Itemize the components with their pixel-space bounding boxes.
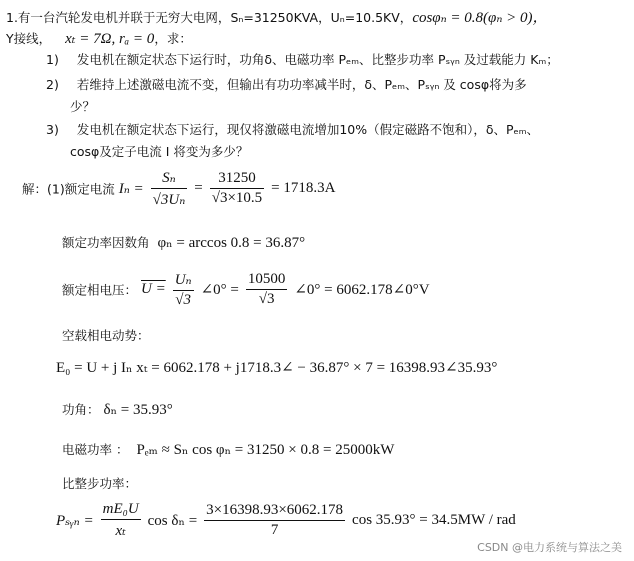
sync-power-fraction-1: $\frac{\text{mE₀U}}{\text{xₜ}}$ — [102, 501, 139, 539]
question-3 — [46, 120, 539, 138]
pf-angle-expr: φₙ = arccos 0.8 = 36.87° — [157, 235, 306, 251]
pf-angle-label: 额定功率因数角 — [62, 235, 150, 250]
question-1-number: 1) — [46, 52, 59, 67]
ask-text: ，求： — [154, 31, 192, 46]
rated-current-lhs: Iₙ = — [118, 181, 144, 197]
phase-voltage-fraction-2: $\frac{10500}{√3}$ — [247, 271, 286, 307]
sync-power-mid: cos δₙ = — [147, 513, 198, 529]
sync-power-fraction-2: $\frac{3\times 16398.93\times 6062.178}{7}$ — [206, 502, 344, 538]
em-power-expr: Pₑₘ ≈ Sₙ cos φₙ = 31250 × 0.8 = 25000kW — [136, 442, 395, 458]
sync-power-label: 比整步功率： — [62, 476, 138, 491]
rated-current-result: = 1718.3A — [271, 180, 336, 196]
sync-power-result: cos 35.93° = 34.5MW / rad — [352, 512, 516, 528]
phase-voltage-line — [62, 270, 430, 309]
csdn-watermark: CSDN @电力系统与算法之美 — [477, 541, 622, 554]
reactance-resistance: xₜ = 7Ω, rₐ = 0 — [65, 31, 155, 47]
question-2-number: 2) — [46, 77, 59, 92]
power-angle-expr: δₙ = 35.93° — [103, 402, 173, 418]
sync-power-lhs: Pₛᵧₙ = — [56, 513, 94, 529]
question-3-text: 发电机在额定状态下运行，现仅将激磁电流增加10%（假定磁路不饱和），δ、Pₑₘ、 — [76, 122, 540, 137]
connection-text: Y接线， — [6, 31, 52, 46]
problem-line-2 — [6, 29, 192, 48]
pf-condition: cosφₙ = 0.8(φₙ > 0)， — [412, 10, 548, 26]
intro-text: 1.有一台汽轮发电机并联于无穷大电网， — [6, 10, 231, 25]
phase-voltage-result: ∠0° = 6062.178∠0°V — [294, 282, 430, 298]
phase-voltage-label: 额定相电压： — [62, 282, 138, 298]
question-3-cont: cosφ及定子电流 I 将变为多少？ — [70, 144, 249, 159]
power-angle-label: 功角： — [62, 402, 100, 417]
rated-apparent-power: Sₙ=31250KVA — [230, 10, 319, 25]
emf-expr: E₀ = U + j Iₙ xₜ = 6062.178 + j1718.3∠ − 36.87° × 7 = 16398.93∠35.93° — [56, 360, 498, 376]
question-3-number: 3) — [46, 122, 59, 137]
emf-label: 空载相电动势： — [62, 328, 150, 343]
question-1-text: 发电机在额定状态下运行时，功角δ、电磁功率 Pₑₘ、比整步功率 Pₛᵧₙ 及过载能力 Kₘ； — [76, 52, 559, 67]
phase-voltage-lhs: U = — [141, 281, 166, 297]
question-2 — [46, 75, 527, 93]
question-2-text: 若维持上述激磁电流不变，但输出有功功率减半时，δ、Pₑₘ、Pₛᵧₙ 及 cosφ将为多 — [76, 77, 527, 92]
problem-line-1: 1.有一台汽轮发电机并联于无穷大电网，Sₙ=31250KVA，Uₙ=10.5KV，cosφₙ = 0.8(φₙ > 0)， — [6, 10, 548, 26]
question-1 — [46, 50, 559, 68]
em-power-line — [62, 440, 394, 459]
rated-current-fraction-2: $\frac{31250}{√3\times 10.5}$ — [211, 170, 263, 206]
phase-voltage-fraction-1: $\frac{\text{Uₙ}}{√3}$ — [174, 272, 192, 308]
phase-voltage-mid: ∠0° = — [200, 282, 239, 298]
em-power-label: 电磁功率 ： — [62, 442, 129, 457]
power-angle-line — [62, 400, 173, 419]
rated-current-fraction-1: $\frac{\text{Sₙ}}{\text{√3Uₙ}}$ — [152, 170, 186, 208]
question-2-cont: 少？ — [70, 99, 96, 114]
rated-current-line: 解：(1)额定电流 Iₙ = $\frac{\text{Sₙ}}{\text{√3Uₙ}}$ = $\frac{31250}{√3\times 10.5}$ = 1718.3A — [22, 170, 336, 208]
sync-power-line — [56, 501, 516, 540]
solution-head: 解：(1)额定电流 — [22, 181, 115, 197]
pf-angle-line — [62, 233, 305, 252]
rated-voltage: Uₙ=10.5KV — [330, 10, 400, 25]
